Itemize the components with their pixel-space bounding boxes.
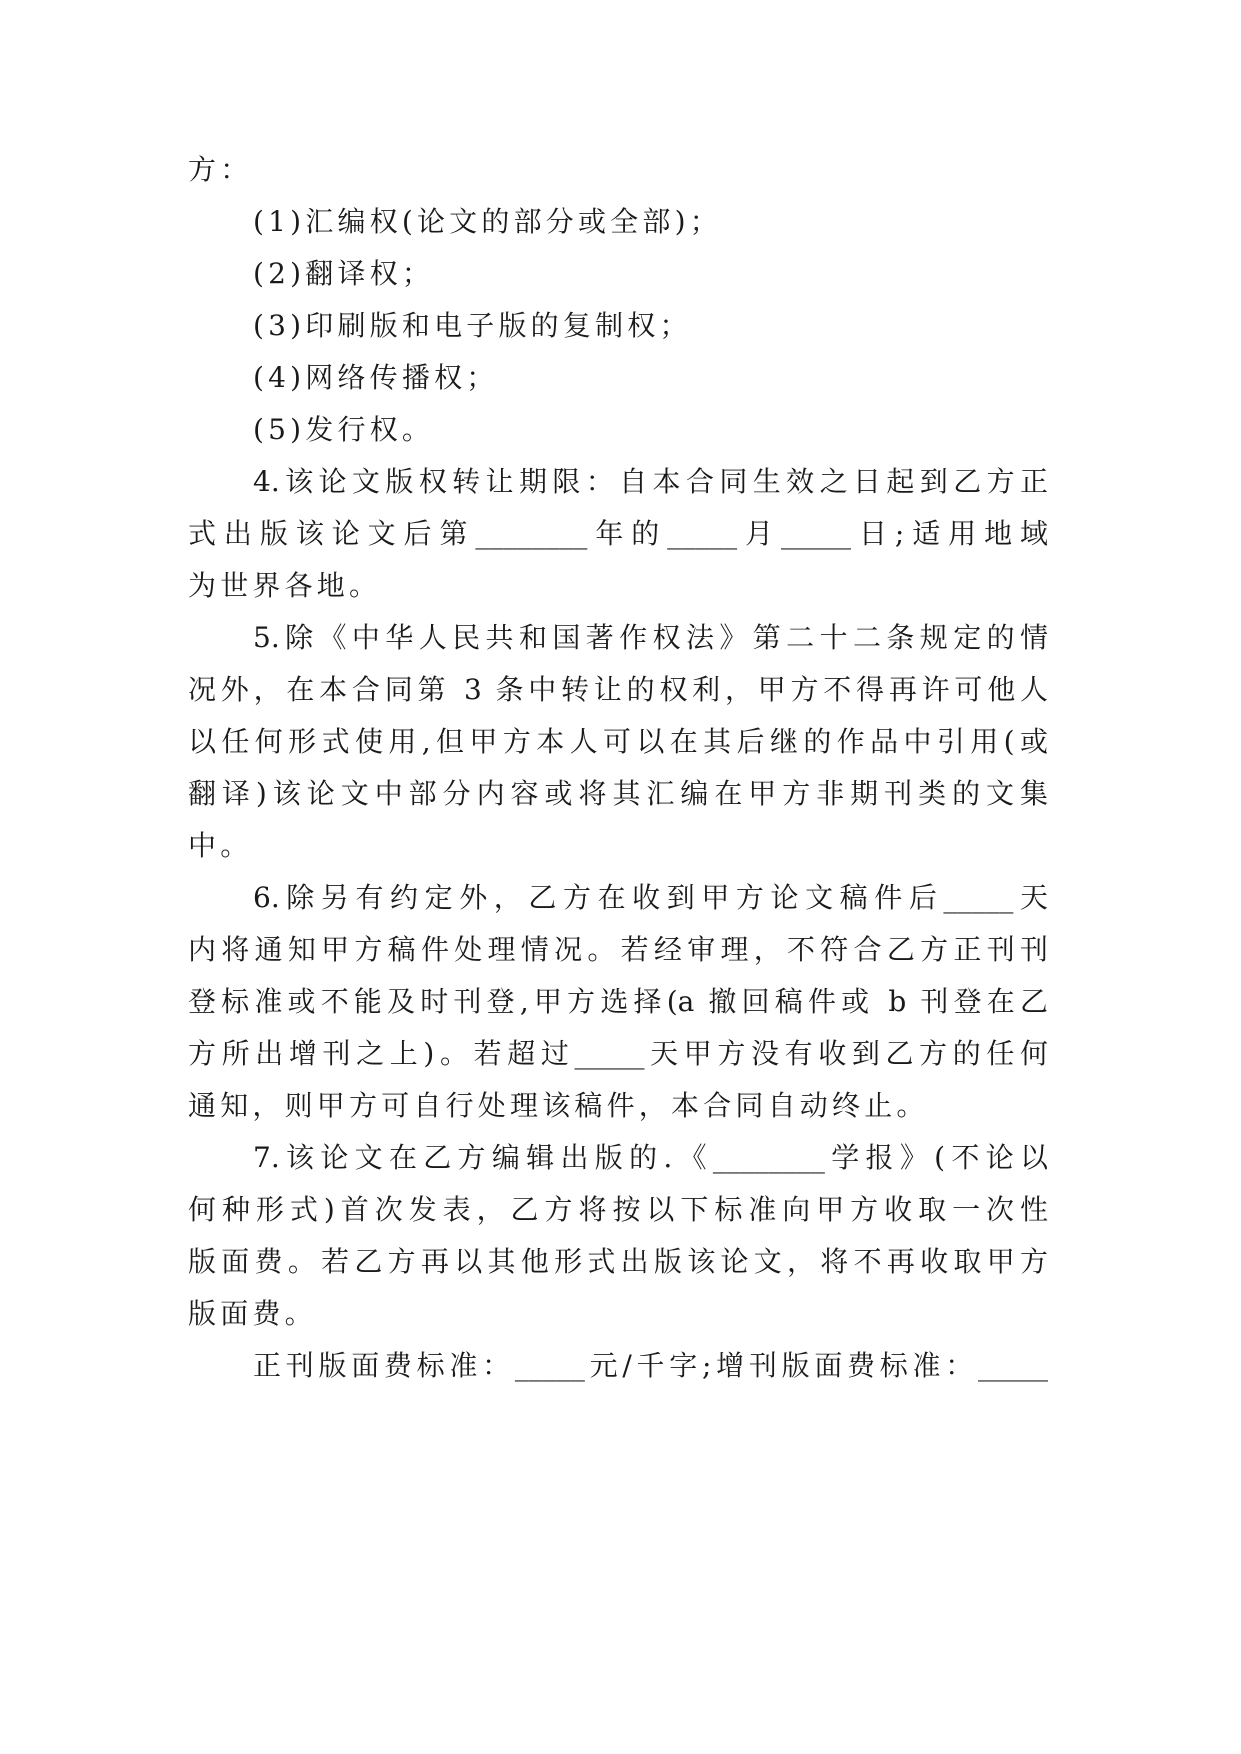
clause-4-line: 为世界各地。 bbox=[188, 569, 382, 602]
clause-4-line: 4.该论文版权转让期限：自本合同生效之日起到乙方正 bbox=[253, 465, 1048, 498]
clause-5-line: 5.除《中华人民共和国著作权法》第二十二条规定的情 bbox=[253, 621, 1048, 654]
rights-item-5: (5)发行权。 bbox=[253, 413, 435, 446]
clause-4-line: 式出版该论文后第________年的_____月_____日;适用地域 bbox=[188, 517, 1048, 550]
clause-5-line: 翻译)该论文中部分内容或将其汇编在甲方非期刊类的文集 bbox=[188, 777, 1048, 810]
clause-6-line: 内将通知甲方稿件处理情况。若经审理，不符合乙方正刊刊 bbox=[188, 933, 1048, 966]
clause-5-line: 以任何形式使用,但甲方本人可以在其后继的作品中引用(或 bbox=[188, 725, 1048, 758]
clause-5-line: 中。 bbox=[188, 829, 253, 862]
fee-standard-line: 正刊版面费标准：_____元/千字;增刊版面费标准：_____ bbox=[253, 1349, 1048, 1382]
clause-5-line: 况外，在本合同第 3 条中转让的权利，甲方不得再许可他人 bbox=[188, 673, 1048, 706]
clause-7-line: 何种形式)首次发表，乙方将按以下标准向甲方收取一次性 bbox=[188, 1193, 1048, 1226]
paragraph-line: 方： bbox=[188, 153, 253, 186]
rights-item-1: (1)汇编权(论文的部分或全部)； bbox=[253, 205, 722, 238]
clause-6-line: 通知，则甲方可自行处理该稿件，本合同自动终止。 bbox=[188, 1089, 929, 1122]
rights-item-3: (3)印刷版和电子版的复制权； bbox=[253, 309, 692, 342]
clause-7-line: 版面费。 bbox=[188, 1297, 317, 1330]
rights-item-2: (2)翻译权； bbox=[253, 257, 435, 290]
clause-7-line: 7.该论文在乙方编辑出版的.《________学报》(不论以 bbox=[253, 1141, 1048, 1174]
clause-6-line: 6.除另有约定外，乙方在收到甲方论文稿件后_____天 bbox=[253, 881, 1048, 914]
clause-6-line: 方所出增刊之上)。若超过_____天甲方没有收到乙方的任何 bbox=[188, 1037, 1048, 1070]
clause-7-line: 版面费。若乙方再以其他形式出版该论文，将不再收取甲方 bbox=[188, 1245, 1048, 1278]
clause-6-line: 登标准或不能及时刊登,甲方选择(a 撤回稿件或 b 刊登在乙 bbox=[188, 985, 1048, 1018]
rights-item-4: (4)网络传播权； bbox=[253, 361, 499, 394]
